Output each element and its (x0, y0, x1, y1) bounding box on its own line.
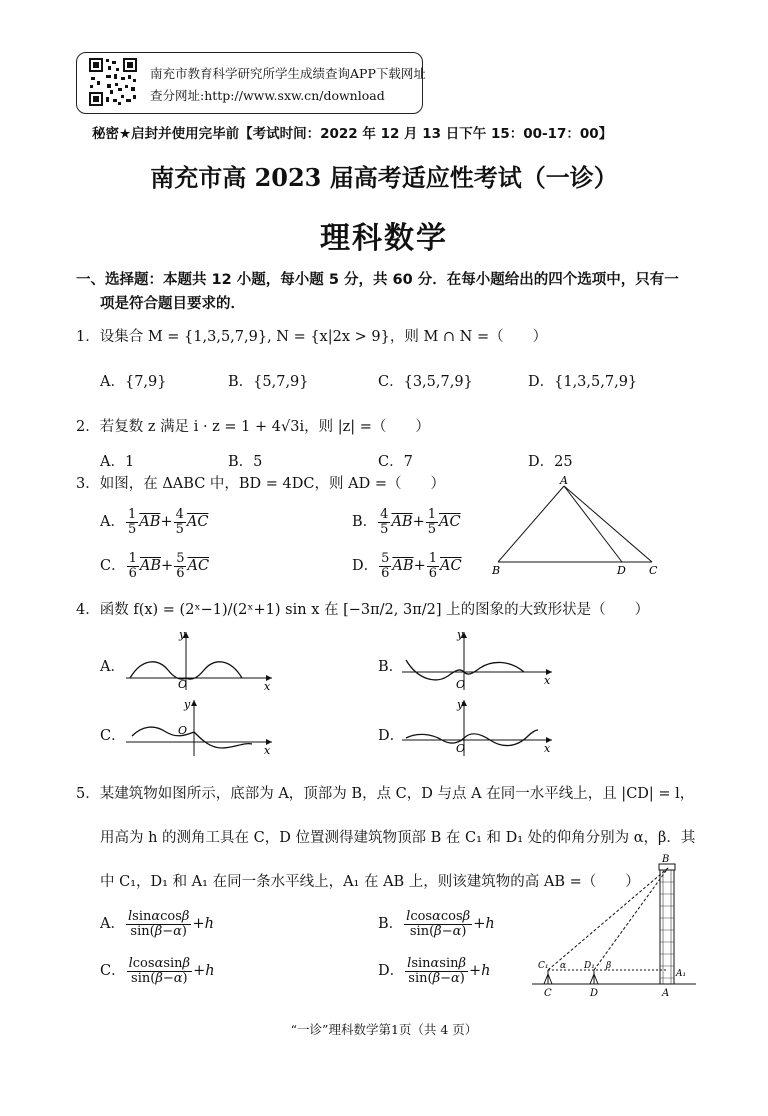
q5-option-c: C． $\frac{lcos\alpha\sin\beta}{\sin(\beta-\alpha)}$ +h (100, 956, 215, 986)
q2-option-b: B．5 (228, 454, 263, 470)
q4c-axis-x: x (264, 744, 271, 757)
q5-option-d: D． $\frac{lsin\alpha\sin\beta}{\sin(\beta-\alpha)}$ +h (378, 956, 491, 986)
q1-option-c: C．{3,5,7,9} (378, 374, 473, 390)
q5-label-beta: β (606, 961, 612, 971)
section-heading-line2: 项是符合题目要求的． (100, 296, 245, 312)
q5-option-a: A． $\frac{lsin\alpha\cos\beta}{\sin(\beta-\alpha)}$ +h (100, 909, 214, 939)
q3-option-a: A． $\frac{1}{5}$ $\overline{AB}+$ $\frac{4}{5}$ $\overline{AC}$ (100, 507, 209, 537)
q5-label-c1: C₁ (538, 961, 549, 971)
q5-label-a1: A₁ (676, 969, 687, 979)
q5-label-alpha: α (560, 961, 567, 971)
header-url-line: 查分网址:http://www.sxw.cn/download (150, 88, 385, 103)
q3-label-c: C (649, 564, 658, 577)
q4-option-b: B． (378, 659, 404, 675)
q3-stem: 3．如图，在 ΔABC 中，BD = 4DC，则 AD =（ ） (76, 476, 445, 492)
section-heading-line1: 一、选择题：本题共 12 小题，每小题 5 分，共 60 分．在每小题给出的四个选项中，只有一 (76, 272, 679, 288)
q4-graph-a (122, 628, 278, 694)
q4-graph-c (122, 696, 278, 758)
q4c-axis-y: y (184, 698, 191, 711)
q3-label-b: B (492, 564, 501, 577)
subject-title: 理科数学 (320, 221, 448, 256)
q4d-axis-y: y (457, 698, 464, 711)
q2-option-d: D．25 (528, 454, 573, 470)
q3-option-c: C． $\frac{1}{6}$ $\overline{AB}+$ $\frac{5}{6}$ $\overline{AC}$ (100, 551, 210, 581)
exam-title: 南充市高 2023 届高考适应性考试（一诊） (150, 163, 618, 192)
q4-stem: 4．函数 f(x) = (2ˣ−1)/(2ˣ+1) sin x 在 [−3π/2, 3π/2] 上的图象的大致形状是（ ） (76, 602, 650, 618)
q5-building-figure (528, 852, 704, 1002)
q3-label-a: A (560, 474, 568, 487)
q3-option-d-label: D． (352, 558, 379, 575)
q1-option-a: A．{7,9} (100, 374, 167, 390)
q4-option-d: D． (378, 728, 405, 744)
q1-stem: 1．设集合 M = {1,3,5,7,9}, N = {x|2x > 9}，则 M ∩ N =（ ） (76, 329, 548, 345)
q5-label-a: A (662, 988, 670, 999)
header-app-line: 南充市教育科学研究所学生成绩查询APP下载网址 (150, 66, 426, 81)
q4b-origin: O (456, 678, 466, 691)
q5-option-b: B． $\frac{lcos\alpha\cos\beta}{\sin(\beta-\alpha)}$ +h (378, 909, 495, 939)
q2-option-a: A．1 (100, 454, 135, 470)
qr-code-icon (88, 57, 138, 107)
q1-option-d: D．{1,3,5,7,9} (528, 374, 638, 390)
q5-option-c-label: C． (100, 963, 126, 980)
q5-label-b: B (662, 854, 670, 865)
q4c-origin: O (178, 724, 188, 737)
q5-label-c: C (544, 988, 552, 999)
q3-triangle-figure (488, 474, 668, 580)
q5-label-d: D (590, 988, 599, 999)
q5-line2: 用高为 h 的测角工具在 C，D 位置测得建筑物顶部 B 在 C₁ 和 D₁ 处的仰角分别为 α，β．其 (100, 830, 696, 846)
q5-option-d-label: D． (378, 963, 405, 980)
q4a-axis-x: x (264, 680, 271, 693)
q3-option-d: D． $\frac{5}{6}$ $\overline{AB}+$ $\frac{1}{6}$ $\overline{AC}$ (352, 551, 462, 581)
q1-option-b: B．{5,7,9} (228, 374, 309, 390)
q3-option-c-label: C． (100, 558, 126, 575)
q3-option-a-label: A． (100, 514, 125, 531)
q5-line1: 5．某建筑物如图所示，底部为 A，顶部为 B，点 C，D 与点 A 在同一水平线上，且 |CD| = l， (76, 786, 695, 802)
q5-option-a-label: A． (100, 916, 125, 933)
q5-line3: 中 C₁，D₁ 和 A₁ 在同一条水平线上，A₁ 在 AB 上，则该建筑物的高 AB =（ ） (100, 874, 640, 890)
q4d-origin: O (456, 742, 466, 755)
q4-option-c: C． (100, 728, 126, 744)
secret-line: 秘密★启封并使用完毕前【考试时间：2022 年 12 月 13 日下午 15：00-17：00】 (92, 126, 613, 142)
q3-option-b: B． $\frac{4}{5}$ $\overline{AB}+$ $\frac{1}{5}$ $\overline{AC}$ (352, 507, 461, 537)
q4-option-a: A． (100, 659, 125, 675)
page-footer: “一诊”理科数学第1页（共 4 页） (290, 1022, 478, 1037)
q4a-axis-y: y (179, 628, 186, 641)
q5-option-b-label: B． (378, 916, 404, 933)
q4b-axis-x: x (544, 674, 551, 687)
q4b-axis-y: y (457, 628, 464, 641)
q4a-origin: O (178, 678, 188, 691)
q4d-axis-x: x (544, 742, 551, 755)
q2-stem: 2．若复数 z 满足 i · z = 1 + 4√3i，则 |z| =（ ） (76, 419, 430, 435)
q4-graph-d (398, 696, 558, 758)
q3-label-d: D (617, 564, 626, 577)
q4-graph-b (398, 628, 558, 694)
q5-label-d1: D₁ (584, 961, 595, 971)
q3-option-b-label: B． (352, 514, 378, 531)
q2-option-c: C．7 (378, 454, 413, 470)
